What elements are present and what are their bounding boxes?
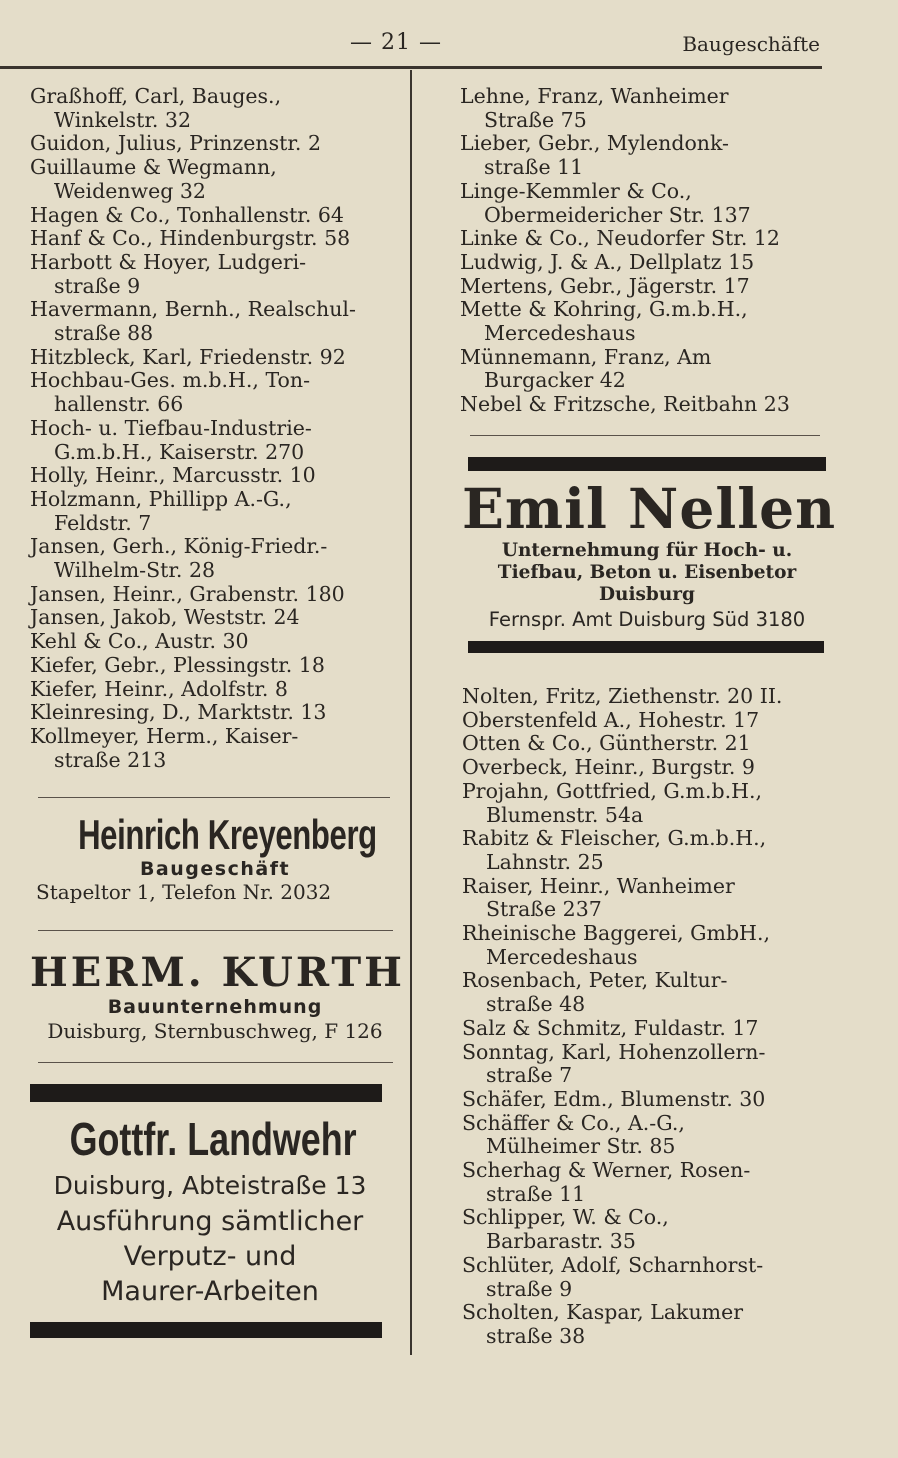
directory-entry bbox=[460, 180, 830, 227]
directory-entry bbox=[462, 1206, 832, 1253]
directory-entry bbox=[30, 298, 400, 345]
directory-entry bbox=[462, 709, 832, 733]
directory-entry bbox=[462, 969, 832, 1016]
entry-name-line: Overbeck, Heinr., Burgstr. 9 bbox=[462, 755, 755, 780]
entry-name-line: Nolten, Fritz, Ziethenstr. 20 II. bbox=[462, 684, 783, 708]
ad-nellen-line2: Tiefbau, Beton u. Eisenbetor bbox=[497, 562, 797, 583]
directory-entry bbox=[30, 701, 400, 725]
ad-landwehr-line3: Verputz- und bbox=[123, 1241, 297, 1272]
ad-landwehr-name: Gottfr. Landwehr bbox=[69, 1113, 357, 1165]
entry-name-line: Guidon, Julius, Prinzenstr. 2 bbox=[30, 131, 321, 156]
header-rule bbox=[0, 66, 822, 69]
entry-address-line: straße 88 bbox=[54, 321, 154, 346]
ad-landwehr-line2: Ausführung sämtlicher bbox=[56, 1206, 364, 1237]
ad-kreyenberg bbox=[30, 812, 400, 904]
directory-entry bbox=[462, 685, 832, 709]
entry-name-line: Ludwig, J. & A., Dellplatz 15 bbox=[460, 249, 755, 274]
directory-entry bbox=[30, 678, 400, 702]
ad-nellen-line1: Unternehmung für Hoch- u. bbox=[501, 540, 793, 561]
directory-entry bbox=[462, 922, 832, 969]
entry-name-line: Kollmeyer, Herm., Kaiser- bbox=[30, 723, 299, 748]
entry-name-line: Mertens, Gebr., Jägerstr. 17 bbox=[460, 273, 750, 298]
directory-entry bbox=[462, 1112, 832, 1159]
entry-name-line: Salz & Schmitz, Fuldastr. 17 bbox=[462, 1015, 759, 1040]
directory-entry bbox=[30, 227, 400, 251]
entry-address-line: straße 213 bbox=[54, 747, 167, 772]
page-header bbox=[0, 30, 898, 60]
divider-rule bbox=[470, 435, 820, 436]
directory-entry bbox=[30, 725, 400, 772]
entry-address-line: straße 7 bbox=[486, 1063, 573, 1088]
entry-address-line: straße 9 bbox=[54, 273, 141, 298]
entry-name-line: Hagen & Co., Tonhallenstr. 64 bbox=[30, 202, 344, 227]
entry-address-line: Burgacker 42 bbox=[484, 368, 626, 393]
ad-border-bar bbox=[468, 457, 826, 471]
directory-entry bbox=[460, 346, 830, 393]
ad-border-bar bbox=[30, 1322, 382, 1338]
ad-nellen-phone: Fernspr. Amt Duisburg Süd 3180 bbox=[488, 608, 806, 631]
entry-name-line: Kiefer, Gebr., Plessingstr. 18 bbox=[30, 652, 325, 677]
entry-name-line: Hitzbleck, Karl, Friedenstr. 92 bbox=[30, 344, 346, 369]
entry-name-line: Jansen, Jakob, Weststr. 24 bbox=[30, 605, 300, 630]
entry-name-line: Lehne, Franz, Wanheimer bbox=[460, 84, 729, 108]
entry-name-line: Sonntag, Karl, Hohenzollern- bbox=[462, 1039, 766, 1064]
entry-name-line: Kiefer, Heinr., Adolfstr. 8 bbox=[30, 676, 288, 701]
entry-name-line: Linke & Co., Neudorfer Str. 12 bbox=[460, 226, 780, 251]
left-column-entries bbox=[30, 85, 400, 772]
entry-name-line: Rosenbach, Peter, Kultur- bbox=[462, 968, 728, 993]
page-number: — 21 — bbox=[350, 30, 442, 55]
ad-kreyenberg-name: Heinrich Kreyenberg bbox=[78, 811, 377, 858]
entry-address-line: Mercedeshaus bbox=[486, 944, 638, 969]
entry-name-line: Schäfer, Edm., Blumenstr. 30 bbox=[462, 1086, 766, 1111]
entry-name-line: Münnemann, Franz, Am bbox=[460, 344, 712, 369]
directory-entry bbox=[30, 630, 400, 654]
entry-address-line: Mülheimer Str. 85 bbox=[486, 1134, 676, 1159]
directory-entry bbox=[462, 780, 832, 827]
entry-address-line: straße 38 bbox=[486, 1323, 586, 1348]
entry-address-line: Mercedeshaus bbox=[484, 321, 636, 346]
entry-name-line: Rheinische Baggerei, GmbH., bbox=[462, 921, 770, 946]
divider-rule bbox=[38, 1062, 393, 1063]
entry-name-line: Nebel & Fritzsche, Reitbahn 23 bbox=[460, 392, 790, 417]
directory-entry bbox=[460, 85, 830, 132]
entry-name-line: Rabitz & Fleischer, G.m.b.H., bbox=[462, 826, 767, 851]
entry-name-line: Hoch- u. Tiefbau-Industrie- bbox=[30, 415, 312, 440]
ad-kurth-subtitle: Bauunternehmung bbox=[107, 996, 323, 1018]
entry-address-line: Blumenstr. 54a bbox=[486, 802, 644, 827]
directory-entry bbox=[30, 606, 400, 630]
entry-name-line: Graßhoff, Carl, Bauges., bbox=[30, 84, 282, 108]
entry-name-line: Schlipper, W. & Co., bbox=[462, 1205, 669, 1230]
directory-entry bbox=[460, 132, 830, 179]
directory-entry bbox=[462, 1159, 832, 1206]
entry-name-line: Schäffer & Co., A.-G., bbox=[462, 1110, 685, 1135]
directory-entry bbox=[462, 732, 832, 756]
entry-name-line: Schlüter, Adolf, Scharnhorst- bbox=[462, 1252, 764, 1277]
directory-entry bbox=[30, 654, 400, 678]
directory-entry bbox=[460, 227, 830, 251]
directory-entry bbox=[462, 827, 832, 874]
directory-entry bbox=[30, 204, 400, 228]
directory-entry bbox=[30, 346, 400, 370]
entry-name-line: Harbott & Hoyer, Ludgeri- bbox=[30, 249, 307, 274]
ad-nellen-name: Emil Nellen bbox=[462, 476, 837, 541]
entry-address-line: Straße 75 bbox=[484, 107, 587, 132]
ad-landwehr-address: Duisburg, Abteistraße 13 bbox=[53, 1171, 367, 1200]
directory-entry bbox=[30, 583, 400, 607]
entry-name-line: Kehl & Co., Austr. 30 bbox=[30, 629, 249, 654]
directory-entry bbox=[460, 298, 830, 345]
entry-address-line: Winkelstr. 32 bbox=[54, 107, 192, 132]
entry-name-line: Scholten, Kaspar, Lakumer bbox=[462, 1300, 744, 1325]
entry-name-line: Jansen, Heinr., Grabenstr. 180 bbox=[30, 581, 345, 606]
ad-kurth bbox=[30, 949, 405, 1044]
directory-entry bbox=[462, 1041, 832, 1088]
entry-name-line: Raiser, Heinr., Wanheimer bbox=[462, 873, 735, 898]
directory-entry bbox=[30, 464, 400, 488]
divider-rule bbox=[38, 797, 390, 798]
directory-entry bbox=[30, 85, 400, 132]
directory-entry bbox=[462, 1254, 832, 1301]
ad-kreyenberg-subtitle: Baugeschäft bbox=[139, 858, 291, 880]
ad-landwehr-line4: Maurer-Arbeiten bbox=[101, 1276, 319, 1307]
directory-entry bbox=[30, 132, 400, 156]
entry-address-line: Straße 237 bbox=[486, 897, 602, 922]
entry-name-line: Oberstenfeld A., Hohestr. 17 bbox=[462, 707, 760, 732]
entry-name-line: Jansen, Gerh., König-Friedr.- bbox=[30, 534, 328, 559]
directory-entry bbox=[30, 251, 400, 298]
directory-entry bbox=[460, 275, 830, 299]
directory-entry bbox=[30, 369, 400, 416]
directory-entry bbox=[30, 488, 400, 535]
right-column-entries-bottom bbox=[462, 685, 832, 1349]
entry-name-line: Holzmann, Phillipp A.-G., bbox=[30, 486, 292, 511]
entry-address-line: straße 11 bbox=[484, 155, 584, 180]
entry-name-line: Projahn, Gottfried, G.m.b.H., bbox=[462, 778, 763, 803]
entry-address-line: Lahnstr. 25 bbox=[486, 849, 604, 874]
directory-entry bbox=[462, 756, 832, 780]
entry-address-line: Weidenweg 32 bbox=[54, 178, 206, 203]
entry-name-line: Kleinresing, D., Marktstr. 13 bbox=[30, 700, 327, 725]
entry-address-line: Obermeidericher Str. 137 bbox=[484, 202, 751, 227]
ad-nellen-city: Duisburg bbox=[598, 584, 695, 605]
entry-name-line: Holly, Heinr., Marcusstr. 10 bbox=[30, 463, 316, 488]
ad-landwehr bbox=[30, 1110, 390, 1309]
entry-name-line: Otten & Co., Güntherstr. 21 bbox=[462, 731, 751, 756]
entry-address-line: straße 11 bbox=[486, 1181, 586, 1206]
directory-entry bbox=[30, 535, 400, 582]
ad-kurth-address: Duisburg, Sternbuschweg, F 126 bbox=[47, 1019, 383, 1043]
entry-name-line: Hanf & Co., Hindenburgstr. 58 bbox=[30, 226, 351, 251]
entry-address-line: straße 9 bbox=[486, 1276, 573, 1301]
right-column-entries-top bbox=[460, 85, 830, 417]
entry-name-line: Guillaume & Wegmann, bbox=[30, 155, 277, 180]
entry-address-line: Feldstr. 7 bbox=[54, 510, 152, 535]
entry-name-line: Mette & Kohring, G.m.b.H., bbox=[460, 297, 748, 322]
directory-entry bbox=[462, 875, 832, 922]
entry-name-line: Havermann, Bernh., Realschul- bbox=[30, 297, 356, 322]
entry-address-line: hallenstr. 66 bbox=[54, 392, 184, 417]
directory-entry bbox=[462, 1301, 832, 1348]
directory-entry bbox=[462, 1088, 832, 1112]
entry-name-line: Hochbau-Ges. m.b.H., Ton- bbox=[30, 368, 311, 393]
section-title: Baugeschäfte bbox=[682, 32, 820, 56]
ad-kreyenberg-address: Stapeltor 1, Telefon Nr. 2032 bbox=[36, 880, 332, 904]
entry-address-line: G.m.b.H., Kaiserstr. 270 bbox=[54, 439, 305, 464]
divider-rule bbox=[38, 930, 393, 931]
ad-kurth-name: HERM. KURTH bbox=[30, 949, 405, 996]
ad-border-bar bbox=[468, 641, 824, 653]
column-divider bbox=[410, 70, 412, 1355]
entry-name-line: Scherhag & Werner, Rosen- bbox=[462, 1158, 751, 1183]
entry-address-line: straße 48 bbox=[486, 992, 586, 1017]
entry-address-line: Wilhelm-Str. 28 bbox=[54, 558, 216, 583]
directory-entry bbox=[30, 156, 400, 203]
entry-name-line: Linge-Kemmler & Co., bbox=[460, 178, 692, 203]
directory-entry bbox=[30, 417, 400, 464]
ad-border-bar bbox=[30, 1084, 382, 1102]
ad-nellen bbox=[462, 476, 837, 634]
entry-name-line: Lieber, Gebr., Mylendonk- bbox=[460, 131, 729, 156]
directory-entry bbox=[462, 1017, 832, 1041]
entry-address-line: Barbarastr. 35 bbox=[486, 1229, 636, 1254]
directory-entry bbox=[460, 251, 830, 275]
directory-entry bbox=[460, 393, 830, 417]
